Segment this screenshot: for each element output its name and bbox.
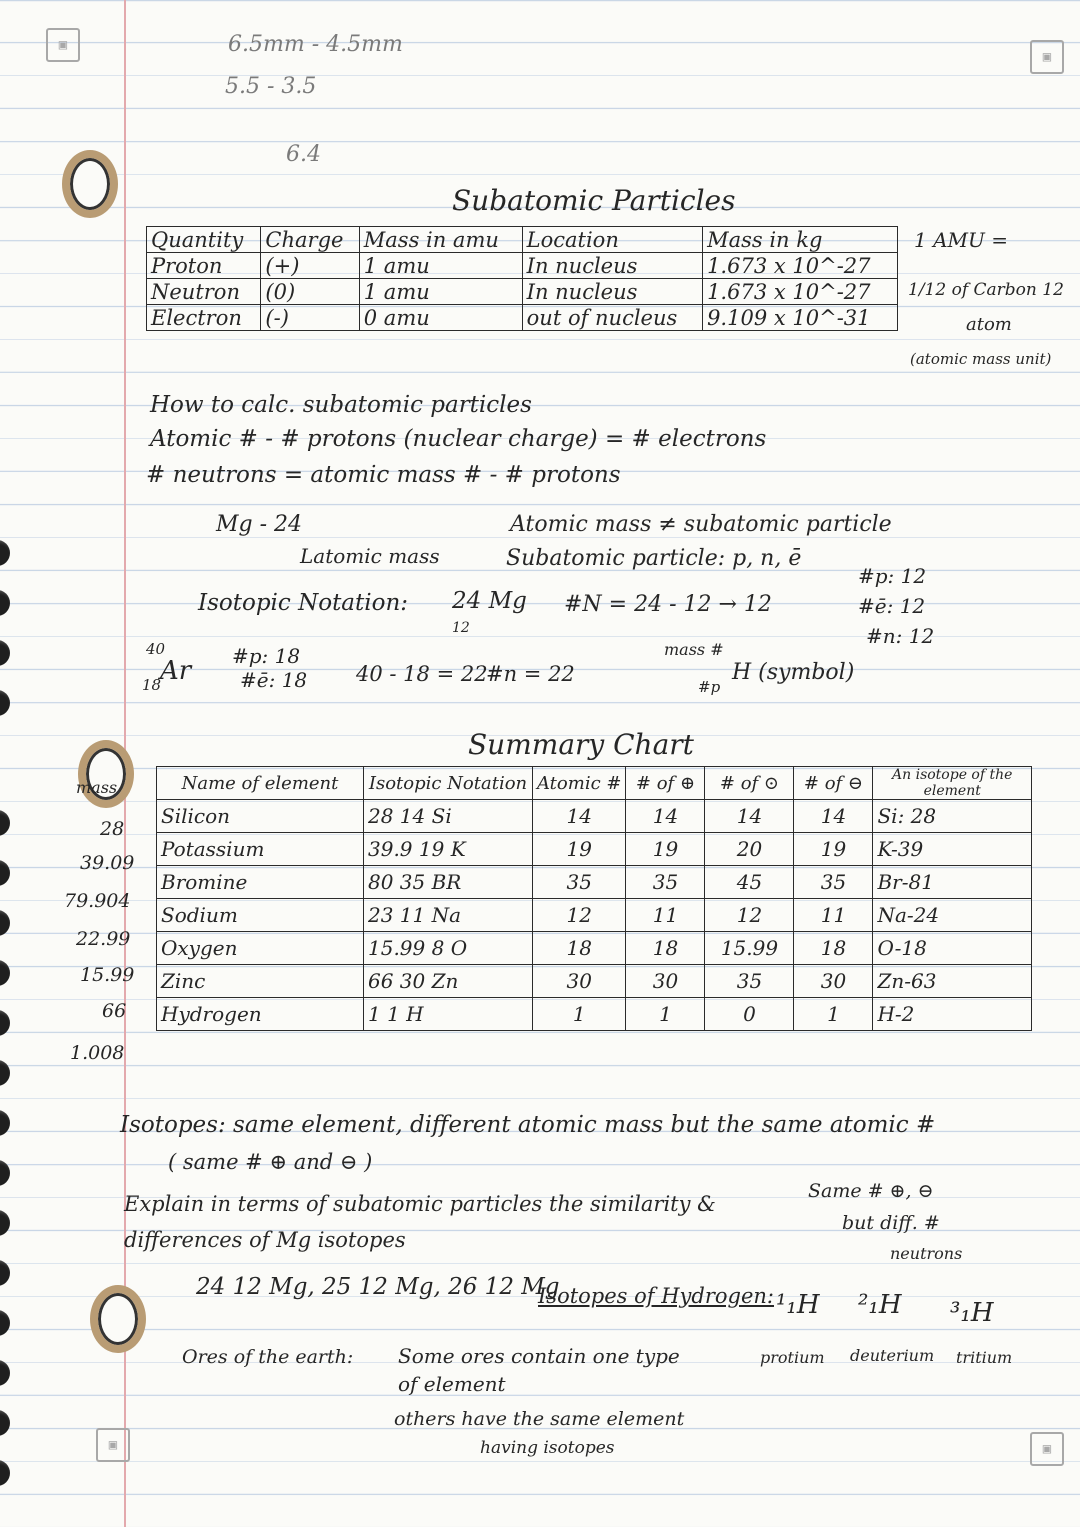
table-cell: 14 [533,800,626,833]
table-cell: In nucleus [522,253,702,279]
table-cell: 28 14 Si [364,800,533,833]
mass-value: 66 [102,1000,127,1022]
table-cell: 35 [705,965,794,998]
binder-hole [0,910,10,936]
binder-hole [0,1360,10,1386]
table-cell: 39.9 19 K [364,833,533,866]
isotope-definition: Isotopes: same element, different atomic mass but the same atomic # [120,1112,936,1138]
binder-ring [90,1285,146,1353]
table-cell: Br-81 [873,866,1032,899]
deuterium-symbol: ²₁H [858,1290,902,1320]
table-cell: 19 [794,833,873,866]
binder-hole [0,540,10,566]
table-cell: 1.673 x 10^-27 [703,253,898,279]
binder-hole [0,1410,10,1436]
binder-ring [78,740,134,808]
mg-electrons: #ē: 12 [858,594,926,618]
binder-hole [0,1310,10,1336]
table-cell: 11 [626,899,705,932]
mass-column-label: mass [76,778,118,797]
ores-note: having isotopes [480,1438,615,1458]
calc-line: # neutrons = atomic mass # - # protons [146,462,621,488]
ores-note: others have the same element [394,1408,685,1430]
subatomic-title: Subatomic Particles [452,184,736,217]
table-cell: 14 [705,800,794,833]
table-cell: 18 [794,932,873,965]
table-cell: Zn-63 [873,965,1032,998]
table-cell: Hydrogen [157,998,364,1031]
table-cell: 12 [533,899,626,932]
calc-line: Atomic # - # protons (nuclear charge) = # electrons [150,426,767,452]
table-cell: 15.99 8 O [364,932,533,965]
binder-hole [0,1260,10,1286]
table-header: # of ⊙ [705,767,794,800]
binder-hole [0,1060,10,1086]
table-cell: (-) [261,305,359,331]
table-cell: Zinc [157,965,364,998]
binder-holes [0,0,60,1527]
symbol-note: H (symbol) [732,660,855,685]
explain-prompt: Explain in terms of subatomic particles the similarity & differences of Mg isotopes [124,1192,716,1252]
atomic-mass-note: Atomic mass ≠ subatomic particle [510,512,892,537]
table-cell: K-39 [873,833,1032,866]
neutron-calc: #N = 24 - 12 → 12 [564,592,772,617]
tritium-symbol: ³₁H [950,1298,994,1328]
table-cell: Electron [147,305,261,331]
atomic-mass-label: Latomic mass [300,544,440,568]
hydrogen-isotopes-label: Isotopes of Hydrogen: [538,1284,774,1308]
amu-note: (atomic mass unit) [910,350,1052,368]
ar-symbol: Ar [160,656,192,686]
binder-hole [0,860,10,886]
mass-value: 22.99 [76,928,131,950]
table-cell: (+) [261,253,359,279]
table-header: # of ⊕ [626,767,705,800]
ar-mass: 40 [146,640,166,658]
table-header: Atomic # [533,767,626,800]
subatomic-table [146,226,898,331]
table-row [157,833,1032,866]
scan-marker-icon: ▣ [1030,40,1064,74]
table-header-row [147,227,898,253]
ar-neutrons: #n = 22 [486,662,575,686]
binder-hole [0,1460,10,1486]
binder-hole [0,960,10,986]
table-cell: 0 amu [359,305,522,331]
amu-note: 1 AMU = [914,228,1008,252]
table-header: Location [522,227,702,253]
amu-note: 1/12 of Carbon 12 [908,280,1064,300]
table-row [147,305,898,331]
table-cell: (0) [261,279,359,305]
table-cell: 30 [794,965,873,998]
proton-hash-label: #p [698,678,721,696]
table-cell: 12 [705,899,794,932]
scan-marker-icon: ▣ [46,28,80,62]
table-row [157,932,1032,965]
ar-electrons: #ē: 18 [240,668,308,692]
table-cell: 1.673 x 10^-27 [703,279,898,305]
table-cell: 18 [533,932,626,965]
table-cell: Oxygen [157,932,364,965]
mg-isotopes: 24 12 Mg, 25 12 Mg, 26 12 Mg [196,1274,560,1300]
ores-note: Some ores contain one type [398,1344,680,1368]
calc-heading: How to calc. subatomic particles [150,392,532,418]
table-row [147,279,898,305]
ores-label: Ores of the earth: [182,1346,354,1368]
ar-protons: #p: 18 [232,644,301,668]
table-cell: 66 30 Zn [364,965,533,998]
scan-marker-icon: ▣ [1030,1432,1064,1466]
table-cell: Potassium [157,833,364,866]
table-header: Name of element [157,767,364,800]
protium-symbol: ¹₁H [776,1290,820,1320]
summary-title: Summary Chart [468,728,694,761]
isotopic-label: Isotopic Notation: [198,590,409,616]
deuterium-label: deuterium [850,1346,935,1365]
table-cell: 1 amu [359,279,522,305]
same-side-note: Same # ⊕, ⊖ [808,1180,934,1202]
table-cell: Bromine [157,866,364,899]
table-cell: 1 1 H [364,998,533,1031]
mass-value: 15.99 [80,964,135,986]
table-cell: 14 [626,800,705,833]
mg-neutrons: #n: 12 [866,624,935,648]
binder-hole [0,690,10,716]
amu-note: atom [966,314,1012,335]
isotope-same-note: ( same # ⊕ and ⊖ ) [168,1150,373,1174]
mg-notation: 24 Mg [452,588,527,614]
table-cell: 35 [626,866,705,899]
table-cell: Na-24 [873,899,1032,932]
table-header: Charge [261,227,359,253]
table-cell: Sodium [157,899,364,932]
mg-label: Mg - 24 [216,512,303,537]
table-cell: 1 [794,998,873,1031]
binder-hole [0,810,10,836]
table-cell: 23 11 Na [364,899,533,932]
binder-hole [0,1010,10,1036]
table-header: Isotopic Notation [364,767,533,800]
table-row [157,965,1032,998]
binder-ring [62,150,118,218]
table-cell: 9.109 x 10^-31 [703,305,898,331]
table-cell: Silicon [157,800,364,833]
table-row [147,253,898,279]
table-cell: 15.99 [705,932,794,965]
mass-hash-label: mass # [664,640,724,659]
table-row [157,899,1032,932]
mg-subscript: 12 [452,620,470,636]
table-header-row [157,767,1032,800]
same-side-note: but diff. # [842,1212,940,1234]
table-cell: 11 [794,899,873,932]
table-cell: 45 [705,866,794,899]
table-cell: 35 [794,866,873,899]
table-cell: 1 [533,998,626,1031]
header-note: 6.4 [286,142,321,167]
table-row [157,866,1032,899]
ar-calc: 40 - 18 = 22 [356,662,488,686]
binder-hole [0,640,10,666]
mass-value: 28 [100,818,125,840]
binder-hole [0,1110,10,1136]
binder-hole [0,590,10,616]
table-cell: 30 [626,965,705,998]
table-cell: O-18 [873,932,1032,965]
table-cell: 14 [794,800,873,833]
mass-value: 1.008 [70,1042,125,1064]
protium-label: protium [760,1348,825,1367]
table-cell: 20 [705,833,794,866]
table-cell: 1 amu [359,253,522,279]
table-cell: 0 [705,998,794,1031]
table-cell: 1 [626,998,705,1031]
mg-protons: #p: 12 [858,564,927,588]
table-cell: 30 [533,965,626,998]
mass-value: 79.904 [64,890,131,912]
binder-hole [0,1160,10,1186]
scan-marker-icon: ▣ [96,1428,130,1462]
table-header: Mass in amu [359,227,522,253]
ar-number: 18 [142,676,162,694]
table-row [157,800,1032,833]
tritium-label: tritium [956,1348,1013,1367]
table-header: Mass in kg [703,227,898,253]
table-cell: 80 35 BR [364,866,533,899]
same-side-note: neutrons [890,1244,963,1263]
mass-value: 39.09 [80,852,135,874]
binder-hole [0,1210,10,1236]
table-header: An isotope of the element [873,767,1032,800]
table-cell: Proton [147,253,261,279]
table-header: Quantity [147,227,261,253]
table-cell: 18 [626,932,705,965]
summary-table [156,766,1032,1031]
table-cell: out of nucleus [522,305,702,331]
table-cell: 19 [626,833,705,866]
table-header: # of ⊖ [794,767,873,800]
table-cell: 35 [533,866,626,899]
table-cell: In nucleus [522,279,702,305]
table-row [157,998,1032,1031]
header-note: 5.5 - 3.5 [225,74,317,99]
header-note: 6.5mm - 4.5mm [228,32,403,57]
table-cell: Neutron [147,279,261,305]
table-cell: H-2 [873,998,1032,1031]
table-cell: 19 [533,833,626,866]
subatomic-note: Subatomic particle: p, n, ē [506,546,802,571]
ores-note: of element [398,1372,506,1396]
table-cell: Si: 28 [873,800,1032,833]
